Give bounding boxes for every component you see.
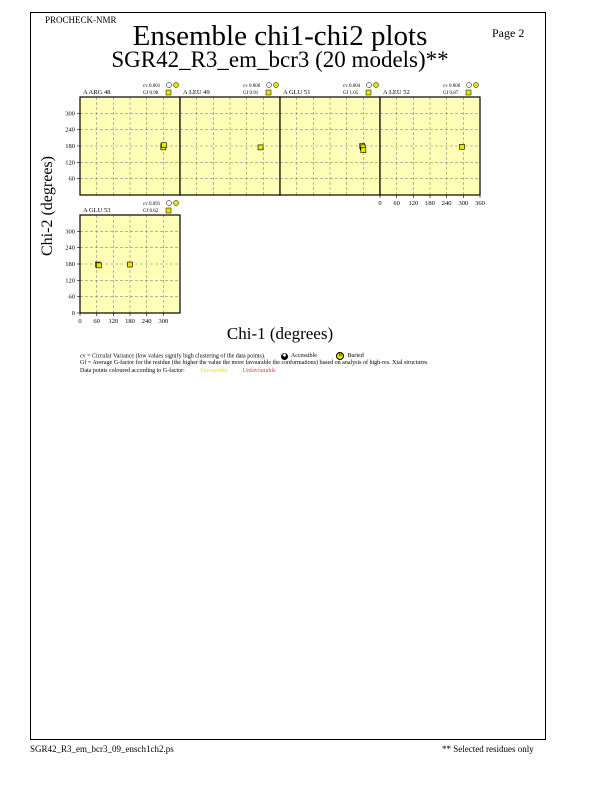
residue-label: A GLU 51 — [283, 89, 311, 96]
data-point — [361, 148, 366, 153]
y-axis-label: Chi-2 (degrees) — [39, 156, 56, 256]
x-axis-label: Chi-1 (degrees) — [226, 324, 334, 343]
y-tick-label: 300 — [65, 228, 75, 236]
x-tick-label: 300 — [158, 318, 169, 325]
page-number: Page 2 — [492, 26, 525, 40]
y-tick-label: 120 — [65, 277, 75, 285]
gfactor-swatch — [266, 90, 271, 95]
data-point — [128, 262, 133, 267]
legend-unfavourable: Unfavourable — [242, 368, 276, 374]
gf-value: Gf 0.98 — [143, 91, 159, 96]
x-tick-label: 360 — [475, 200, 485, 207]
residue-label: A ARG 48 — [83, 89, 111, 96]
legend-cv-text: cv = Circular Variance (low values signify high clustering of the data points). — [80, 353, 266, 360]
data-point — [96, 263, 101, 268]
y-tick-label: 0 — [71, 310, 75, 317]
x-tick-label: 240 — [441, 200, 452, 207]
data-point — [459, 144, 464, 149]
y-tick-label: 300 — [65, 110, 75, 118]
cv-value: cv 0.000 — [243, 84, 261, 89]
program-name: PROCHECK-NMR — [45, 15, 117, 25]
residue-label: A LEU 49 — [183, 89, 210, 96]
x-tick-label: 60 — [93, 318, 100, 325]
legend-line-cv — [80, 352, 364, 360]
buried-icon — [274, 83, 279, 88]
page-title: Ensemble chi1-chi2 plots — [132, 20, 428, 52]
x-tick-label: 240 — [141, 318, 152, 325]
accessible-icon: ✱ — [282, 353, 287, 359]
gfactor-swatch — [466, 90, 471, 95]
page-subtitle: SGR42_R3_em_bcr3 (20 models)** — [111, 47, 449, 72]
accessibility-icon — [367, 83, 372, 88]
gf-value: Gf 1.05 — [343, 91, 359, 96]
accessibility-icon — [167, 83, 172, 88]
data-point — [161, 143, 166, 148]
buried-icon — [174, 201, 179, 206]
x-tick-label: 180 — [125, 318, 135, 325]
accessibility-icon — [467, 83, 472, 88]
y-tick-label: 180 — [65, 143, 75, 150]
gfactor-swatch — [366, 90, 371, 95]
legend-colour-text: Data points coloured according to G-factor: — [80, 368, 185, 374]
accessibility-icon — [167, 201, 172, 206]
buried-icon — [174, 83, 179, 88]
buried-icon — [474, 83, 479, 88]
legend-buried-label: Buried — [347, 353, 364, 360]
x-tick-label: 180 — [425, 200, 435, 207]
legend-line-colour — [80, 368, 276, 374]
x-tick-label: 0 — [378, 200, 382, 207]
y-tick-label: 240 — [65, 244, 75, 252]
x-tick-label: 120 — [408, 200, 419, 207]
x-tick-label: 120 — [108, 318, 119, 325]
legend-accessible — [281, 353, 317, 359]
gf-value: Gf 0.91 — [243, 91, 259, 96]
data-point — [258, 145, 263, 150]
x-tick-label: 300 — [458, 200, 469, 207]
legend-buried — [336, 353, 363, 359]
gf-value: Gf 0.62 — [143, 209, 159, 214]
cv-value: cv 0.000 — [443, 84, 461, 89]
cv-value: cv 0.091 — [143, 202, 161, 207]
cv-value: cv 0.004 — [343, 84, 361, 89]
cv-value: cv 0.001 — [143, 84, 161, 89]
buried-icon — [374, 83, 379, 88]
x-tick-label: 60 — [393, 200, 400, 207]
y-tick-label: 180 — [65, 261, 75, 268]
accessibility-icon — [267, 83, 272, 88]
y-tick-label: 120 — [65, 159, 75, 167]
legend-favourable: Favourable — [200, 368, 228, 374]
gfactor-swatch — [166, 208, 171, 213]
footer-note: ** Selected residues only — [442, 744, 534, 754]
y-tick-label: 240 — [65, 126, 75, 134]
legend-accessible-label: Accessible — [290, 353, 317, 360]
gf-value: Gf 0.87 — [443, 91, 459, 96]
x-tick-label: 0 — [78, 318, 82, 325]
footer-filename: SGR42_R3_em_bcr3_09_ensch1ch2.ps — [30, 744, 174, 754]
y-tick-label: 60 — [68, 293, 75, 301]
residue-label: A GLU 53 — [83, 207, 111, 214]
buried-icon: B — [336, 352, 344, 360]
gfactor-swatch — [166, 90, 171, 95]
residue-label: A LEU 52 — [383, 89, 410, 96]
legend-line-gf: Gf = Average G-factor for the residue (the higher the value the more favourable the conformations) based on analysis of high-res. Xtal structures — [80, 360, 428, 366]
y-tick-label: 60 — [68, 175, 75, 183]
